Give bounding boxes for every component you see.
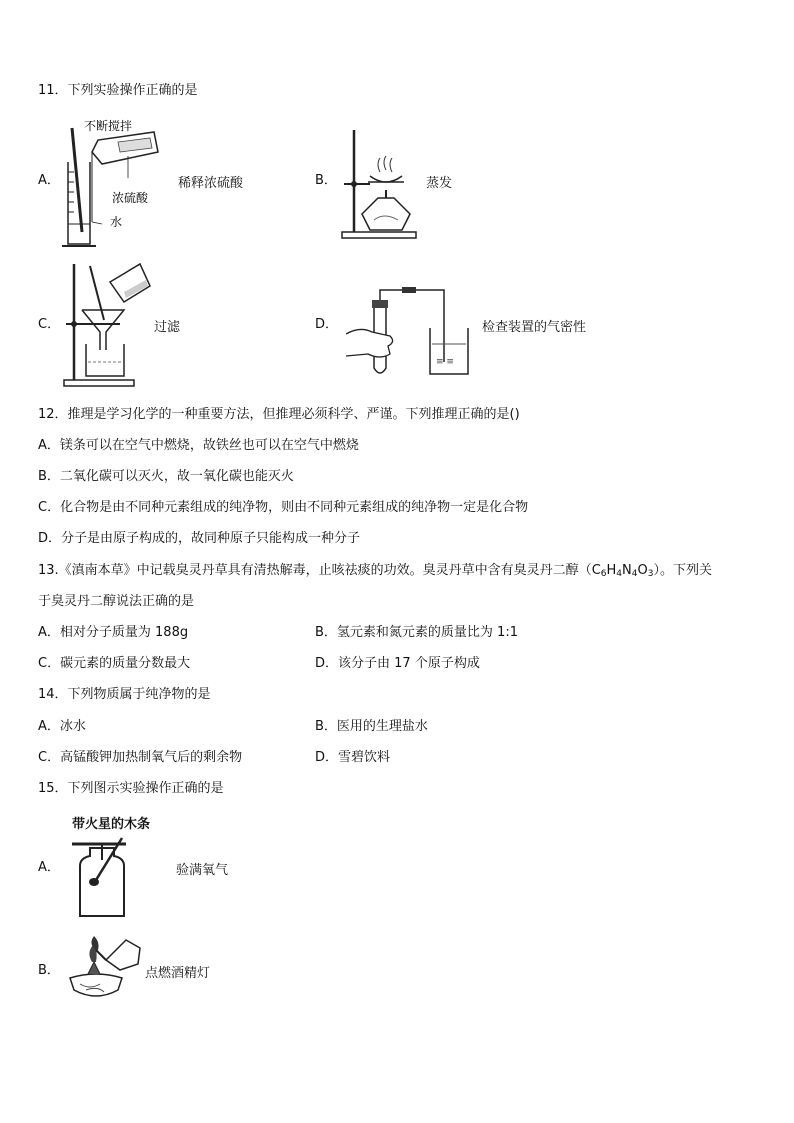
q15-option-b-label: B． (38, 963, 60, 978)
q13-stem-prefix: 13.《滇南本草》中记载臭灵丹草具有清热解毒，止咳祛痰的功效。臭灵丹草中含有臭灵丹二醇（ (38, 563, 592, 578)
q13-stem-line2: 于臭灵丹二醇说法正确的是 (38, 594, 195, 609)
q15-option-a-caption: 验满氧气 (176, 863, 229, 878)
q12-stem: 12．推理是学习化学的一种重要方法，但推理必须科学、严谨。下列推理正确的是() (38, 407, 520, 422)
q11-option-c-caption: 过滤 (154, 320, 181, 335)
q12-option-c: C．化合物是由不同种元素组成的纯净物，则由不同种元素组成的纯净物一定是化合物 (38, 500, 529, 515)
q15-stem: 15．下列图示实验操作正确的是 (38, 781, 224, 796)
q11-option-a-caption: 稀释浓硫酸 (178, 176, 244, 191)
q11-option-a-label: A． (38, 173, 60, 188)
q14-option-d: D．雪碧饮料 (315, 750, 391, 765)
q13-option-d: D．该分子由 17 个原子构成 (315, 656, 480, 671)
q12-option-a: A．镁条可以在空气中燃烧，故铁丝也可以在空气中燃烧 (38, 438, 359, 453)
lamp-lighting-diagram (66, 928, 146, 1004)
q14-stem: 14．下列物质属于纯净物的是 (38, 687, 211, 702)
q12-option-d: D．分子是由原子构成的，故同种原子只能构成一种分子 (38, 531, 361, 546)
q15-option-b-caption: 点燃酒精灯 (145, 966, 211, 981)
dilution-diagram (62, 112, 174, 252)
evaporation-diagram (340, 126, 420, 242)
q11-stem: 11．下列实验操作正确的是 (38, 83, 198, 98)
q14-option-b: B．医用的生理盐水 (315, 719, 428, 734)
airtightness-diagram (346, 282, 476, 380)
q11-option-c-label: C． (38, 317, 61, 332)
q15-option-a-label: A． (38, 860, 60, 875)
figure-title-glowing-splint: 带火星的木条 (72, 817, 151, 832)
q13-stem-suffix: ）。下列关 (653, 563, 712, 578)
figure-label-stirring: 不断搅拌 (84, 119, 133, 133)
q11-option-d-caption: 检查装置的气密性 (482, 320, 587, 335)
svg-text:≡ ≡: ≡ ≡ (436, 357, 454, 367)
q13-option-c: C．碳元素的质量分数最大 (38, 656, 191, 671)
q13-stem-line1 (38, 562, 712, 583)
q12-option-b: B．二氧化碳可以灭火，故一氧化碳也能灭火 (38, 469, 294, 484)
filtration-diagram (62, 262, 152, 392)
q14-option-c: C．高锰酸钾加热制氧气后的剩余物 (38, 750, 243, 765)
figure-label-water: 水 (110, 215, 123, 229)
oxygen-test-diagram (70, 836, 130, 922)
q11-option-b-label: B． (315, 173, 337, 188)
q13-option-a: A．相对分子质量为 188g (38, 625, 189, 640)
q11-option-d-label: D． (315, 317, 339, 332)
q13-option-b: B．氢元素和氮元素的质量比为 1:1 (315, 625, 518, 640)
q11-option-b-caption: 蒸发 (426, 176, 453, 191)
q14-option-a: A．冰水 (38, 719, 86, 734)
chemical-formula: $C_6H_4N_4O_3$ (591, 563, 654, 579)
figure-label-acid: 浓硫酸 (112, 191, 149, 205)
